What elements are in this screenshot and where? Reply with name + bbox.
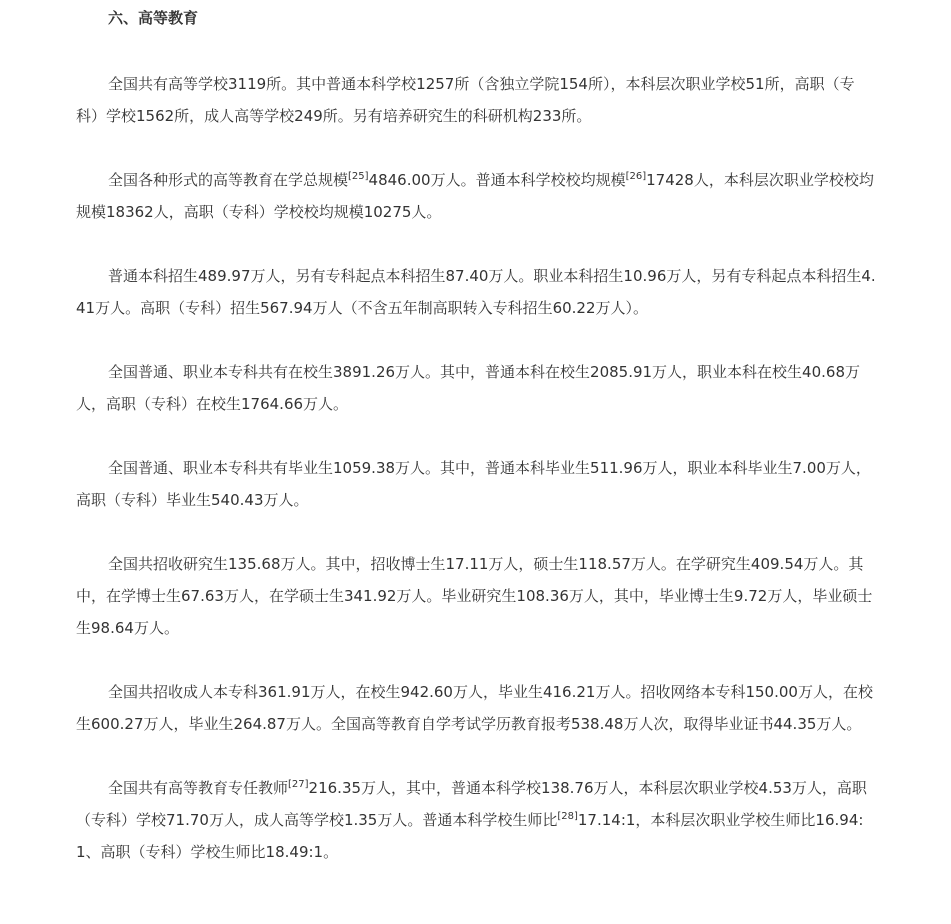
footnote-ref-26[interactable]: [26]	[625, 171, 647, 182]
paragraph-text: 全国共有高等学校3119所。其中普通本科学校1257所（含独立学院154所），本科层次职业学校51所，高职（专科）学校1562所，成人高等学校249所。另有培养研究生的科研机构233所。	[76, 75, 855, 125]
paragraph-text: 17428人，本科层次职业学校校均规模18362人，高职（专科）学校校均规模10275人。	[76, 171, 874, 221]
paragraph-enrollment	[76, 260, 876, 324]
paragraph-graduates	[76, 452, 876, 516]
paragraph-text: 216.35万人，其中，普通本科学校138.76万人，本科层次职业学校4.53万人，高职（专科）学校71.70万人，成人高等学校1.35万人。普通本科学校生师比	[76, 779, 867, 829]
paragraph-text: 全国共招收研究生135.68万人。其中，招收博士生17.11万人，硕士生118.57万人。在学研究生409.54万人。其中，在学博士生67.63万人，在学硕士生341.92万人。毕业研究生108.36万人，其中，毕业博士生9.72万人，毕业硕士生98.64万人。	[76, 555, 873, 637]
paragraph-text: 全国各种形式的高等教育在学总规模	[108, 171, 349, 189]
paragraph-students	[76, 356, 876, 420]
paragraph-teachers	[76, 772, 876, 868]
paragraph-adult-education	[76, 676, 876, 740]
section-title: 六、高等教育	[108, 9, 199, 27]
article-body	[76, 6, 876, 868]
paragraph-scale	[76, 164, 876, 228]
paragraph-text: 4846.00万人。普通本科学校校均规模	[368, 171, 626, 189]
paragraph-institutions	[76, 68, 876, 132]
paragraph-text: 全国普通、职业本专科共有毕业生1059.38万人。其中，普通本科毕业生511.96万人，职业本科毕业生7.00万人，高职（专科）毕业生540.43万人。	[76, 459, 871, 509]
paragraph-text: 全国共有高等教育专任教师	[108, 779, 289, 797]
paragraph-text: 全国普通、职业本专科共有在校生3891.26万人。其中，普通本科在校生2085.91万人，职业本科在校生40.68万人，高职（专科）在校生1764.66万人。	[76, 363, 861, 413]
paragraph-text: 普通本科招生489.97万人，另有专科起点本科招生87.40万人。职业本科招生10.96万人，另有专科起点本科招生4.41万人。高职（专科）招生567.94万人（不含五年制高职转入专科招生60.22万人）。	[76, 267, 876, 317]
paragraph-text: 全国共招收成人本专科361.91万人，在校生942.60万人，毕业生416.21万人。招收网络本专科150.00万人，在校生600.27万人，毕业生264.87万人。全国高等教育自学考试学历教育报考538.48万人次，取得毕业证书44.35万人。	[76, 683, 873, 733]
footnote-ref-25[interactable]: [25]	[348, 171, 369, 182]
paragraph-text: 17.14:1，本科层次职业学校生师比16.94:1、高职（专科）学校生师比18.49:1。	[76, 811, 864, 861]
footnote-ref-28[interactable]: [28]	[557, 811, 578, 822]
paragraph-postgraduates	[76, 548, 876, 644]
footnote-ref-27[interactable]: [27]	[288, 779, 309, 790]
